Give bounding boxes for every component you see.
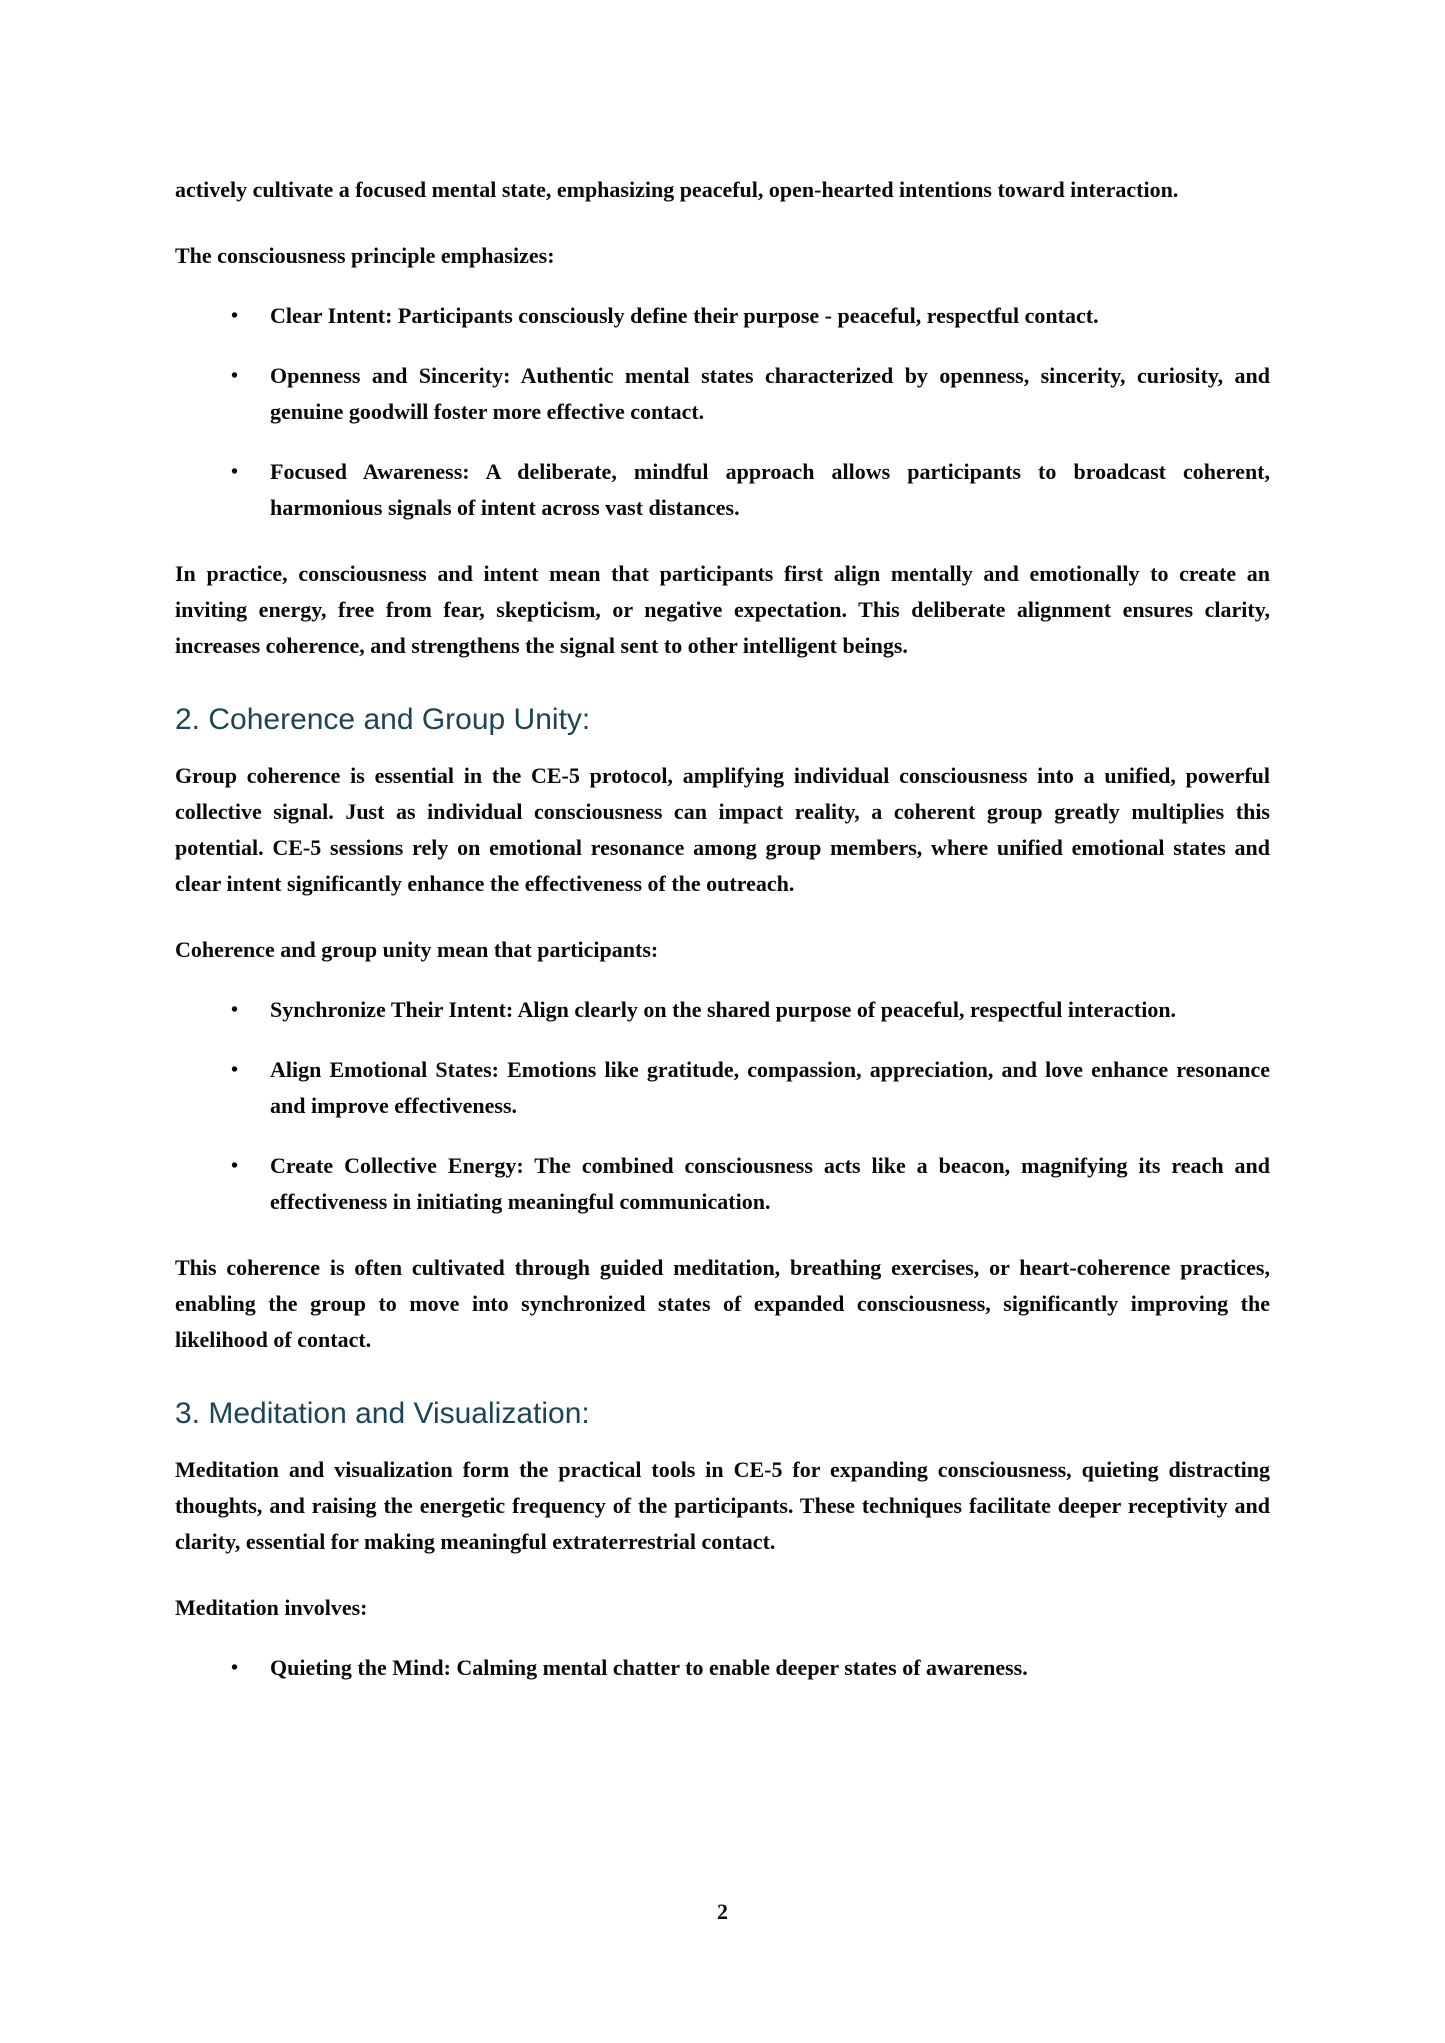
list-item [175, 1052, 1270, 1124]
list-item [175, 1650, 1270, 1686]
bullet-icon: • [231, 305, 239, 327]
paragraph-consciousness-lead: The consciousness principle emphasizes: [175, 243, 555, 268]
bullet-icon: • [231, 365, 239, 387]
bullet-text: Clear Intent: Participants consciously define their purpose - peaceful, respectful contact. [270, 303, 1099, 328]
paragraph-intro-continuation: actively cultivate a focused mental state, emphasizing peaceful, open-hearted intentions toward interaction. [175, 177, 1179, 202]
bullet-icon: • [231, 1059, 239, 1081]
list-item [175, 454, 1270, 526]
paragraph-coherence-lead: Coherence and group unity mean that participants: [175, 937, 659, 962]
bullet-text: Openness and Sincerity: Authentic mental states characterized by openness, sincerity, curiosity, and genuine goodwill foster more effective contact. [270, 363, 1270, 424]
bullet-icon: • [231, 461, 239, 483]
paragraph-group-coherence: Group coherence is essential in the CE-5 protocol, amplifying individual consciousness into a unified, powerful collective signal. Just as individual consciousness can impact reality, a coherent group greatly multiplies this potential. CE-5 sessions rely on emotional resonance among group members, where unified emotional states and clear intent significantly enhance the effectiveness of the outreach. [175, 763, 1270, 896]
paragraph-meditation-lead: Meditation involves: [175, 1595, 368, 1620]
paragraph-in-practice: In practice, consciousness and intent mean that participants first align mentally and emotionally to create an inviting energy, free from fear, skepticism, or negative expectation. This deliberate alignment ensures clarity, increases coherence, and strengthens the signal sent to other intelligent beings. [175, 561, 1270, 658]
bullet-text: Synchronize Their Intent: Align clearly on the shared purpose of peaceful, respectful interaction. [270, 997, 1177, 1022]
bullet-icon: • [231, 1155, 239, 1177]
bullet-text: Focused Awareness: A deliberate, mindful approach allows participants to broadcast coherent, harmonious signals of intent across vast distances. [270, 459, 1270, 520]
section-heading-coherence: 2. Coherence and Group Unity: [175, 703, 591, 736]
bullet-text: Create Collective Energy: The combined consciousness acts like a beacon, magnifying its reach and effectiveness in initiating meaningful communication. [270, 1153, 1270, 1214]
consciousness-bullet-list [175, 298, 1270, 526]
list-item [175, 358, 1270, 430]
bullet-text: Align Emotional States: Emotions like gratitude, compassion, appreciation, and love enhance resonance and improve effectiveness. [270, 1057, 1270, 1118]
meditation-bullet-list [175, 1650, 1270, 1686]
page-number: 2 [717, 1899, 728, 1924]
list-item [175, 1148, 1270, 1220]
list-item [175, 992, 1270, 1028]
bullet-icon: • [231, 999, 239, 1021]
coherence-bullet-list [175, 992, 1270, 1220]
section-heading-meditation: 3. Meditation and Visualization: [175, 1397, 590, 1430]
paragraph-meditation: Meditation and visualization form the practical tools in CE-5 for expanding consciousness, quieting distracting thoughts, and raising the energetic frequency of the participants. These techniques facilitate deeper receptivity and clarity, essential for making meaningful extraterrestrial contact. [175, 1457, 1270, 1554]
list-item [175, 298, 1270, 334]
bullet-icon: • [231, 1657, 239, 1679]
bullet-text: Quieting the Mind: Calming mental chatter to enable deeper states of awareness. [270, 1655, 1028, 1680]
paragraph-coherence-close: This coherence is often cultivated through guided meditation, breathing exercises, or heart-coherence practices, enabling the group to move into synchronized states of expanded consciousness, significantly improving the likelihood of contact. [175, 1255, 1270, 1352]
